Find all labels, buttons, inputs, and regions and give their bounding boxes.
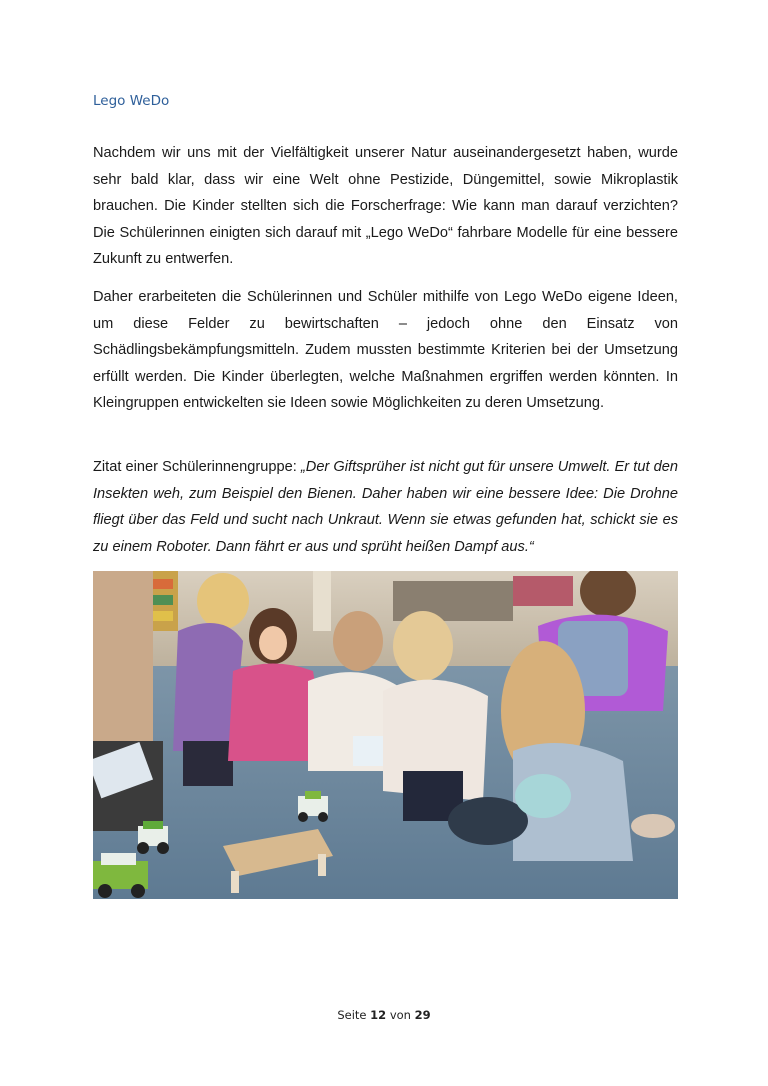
quote-intro: Zitat einer Schülerinnengruppe: <box>93 459 301 475</box>
page-number: 12 <box>370 1008 387 1022</box>
classroom-photo-illustration <box>93 571 678 899</box>
page-label: Seite <box>337 1008 367 1022</box>
classroom-photo <box>93 571 678 899</box>
paragraph-quote <box>93 454 678 560</box>
page-footer <box>0 1008 768 1022</box>
page-of-label: von <box>389 1008 411 1022</box>
paragraph-intro: Nachdem wir uns mit der Vielfältigkeit unserer Natur auseinandergesetzt haben, wurde sehr bald klar, dass wir eine Welt ohne Pestizide, Düngemittel, sowie Mikroplastik brauchen. Die Kinder stellten sich die Forscherfrage: Wie kann man darauf verzichten? Die Schülerinnen einigten sich darauf mit „Lego WeDo“ fahrbare Modelle für eine bessere Zukunft zu entwerfen. <box>93 145 678 268</box>
student-quote: „Der Giftsprüher ist nicht gut für unsere Umwelt. Er tut den Insekten weh, zum Beispiel den Bienen. Daher haben wir eine bessere Idee: Die Drohne fliegt über das Feld und sucht nach Unkraut. Wenn sie etwas gefunden hat, schickt sie es zu einem Roboter. Dann fährt er aus und sprüht heißen Dampf aus.“ <box>93 459 679 555</box>
page-total: 29 <box>414 1008 431 1022</box>
section-heading: Lego WeDo <box>93 93 170 109</box>
paragraph-method: Daher erarbeiteten die Schülerinnen und Schüler mithilfe von Lego WeDo eigene Ideen, um diese Felder zu bewirtschaften – jedoch ohne den Einsatz von Schädlingsbekämpfungsmitteln. Zudem mussten bestimmte Kriterien bei der Umsetzung erfüllt werden. Die Kinder überlegten, welche Maßnahmen ergriffen werden könnten. In Kleingruppen entwickelten sie Ideen sowie Möglichkeiten zu deren Umsetzung. <box>93 289 678 412</box>
